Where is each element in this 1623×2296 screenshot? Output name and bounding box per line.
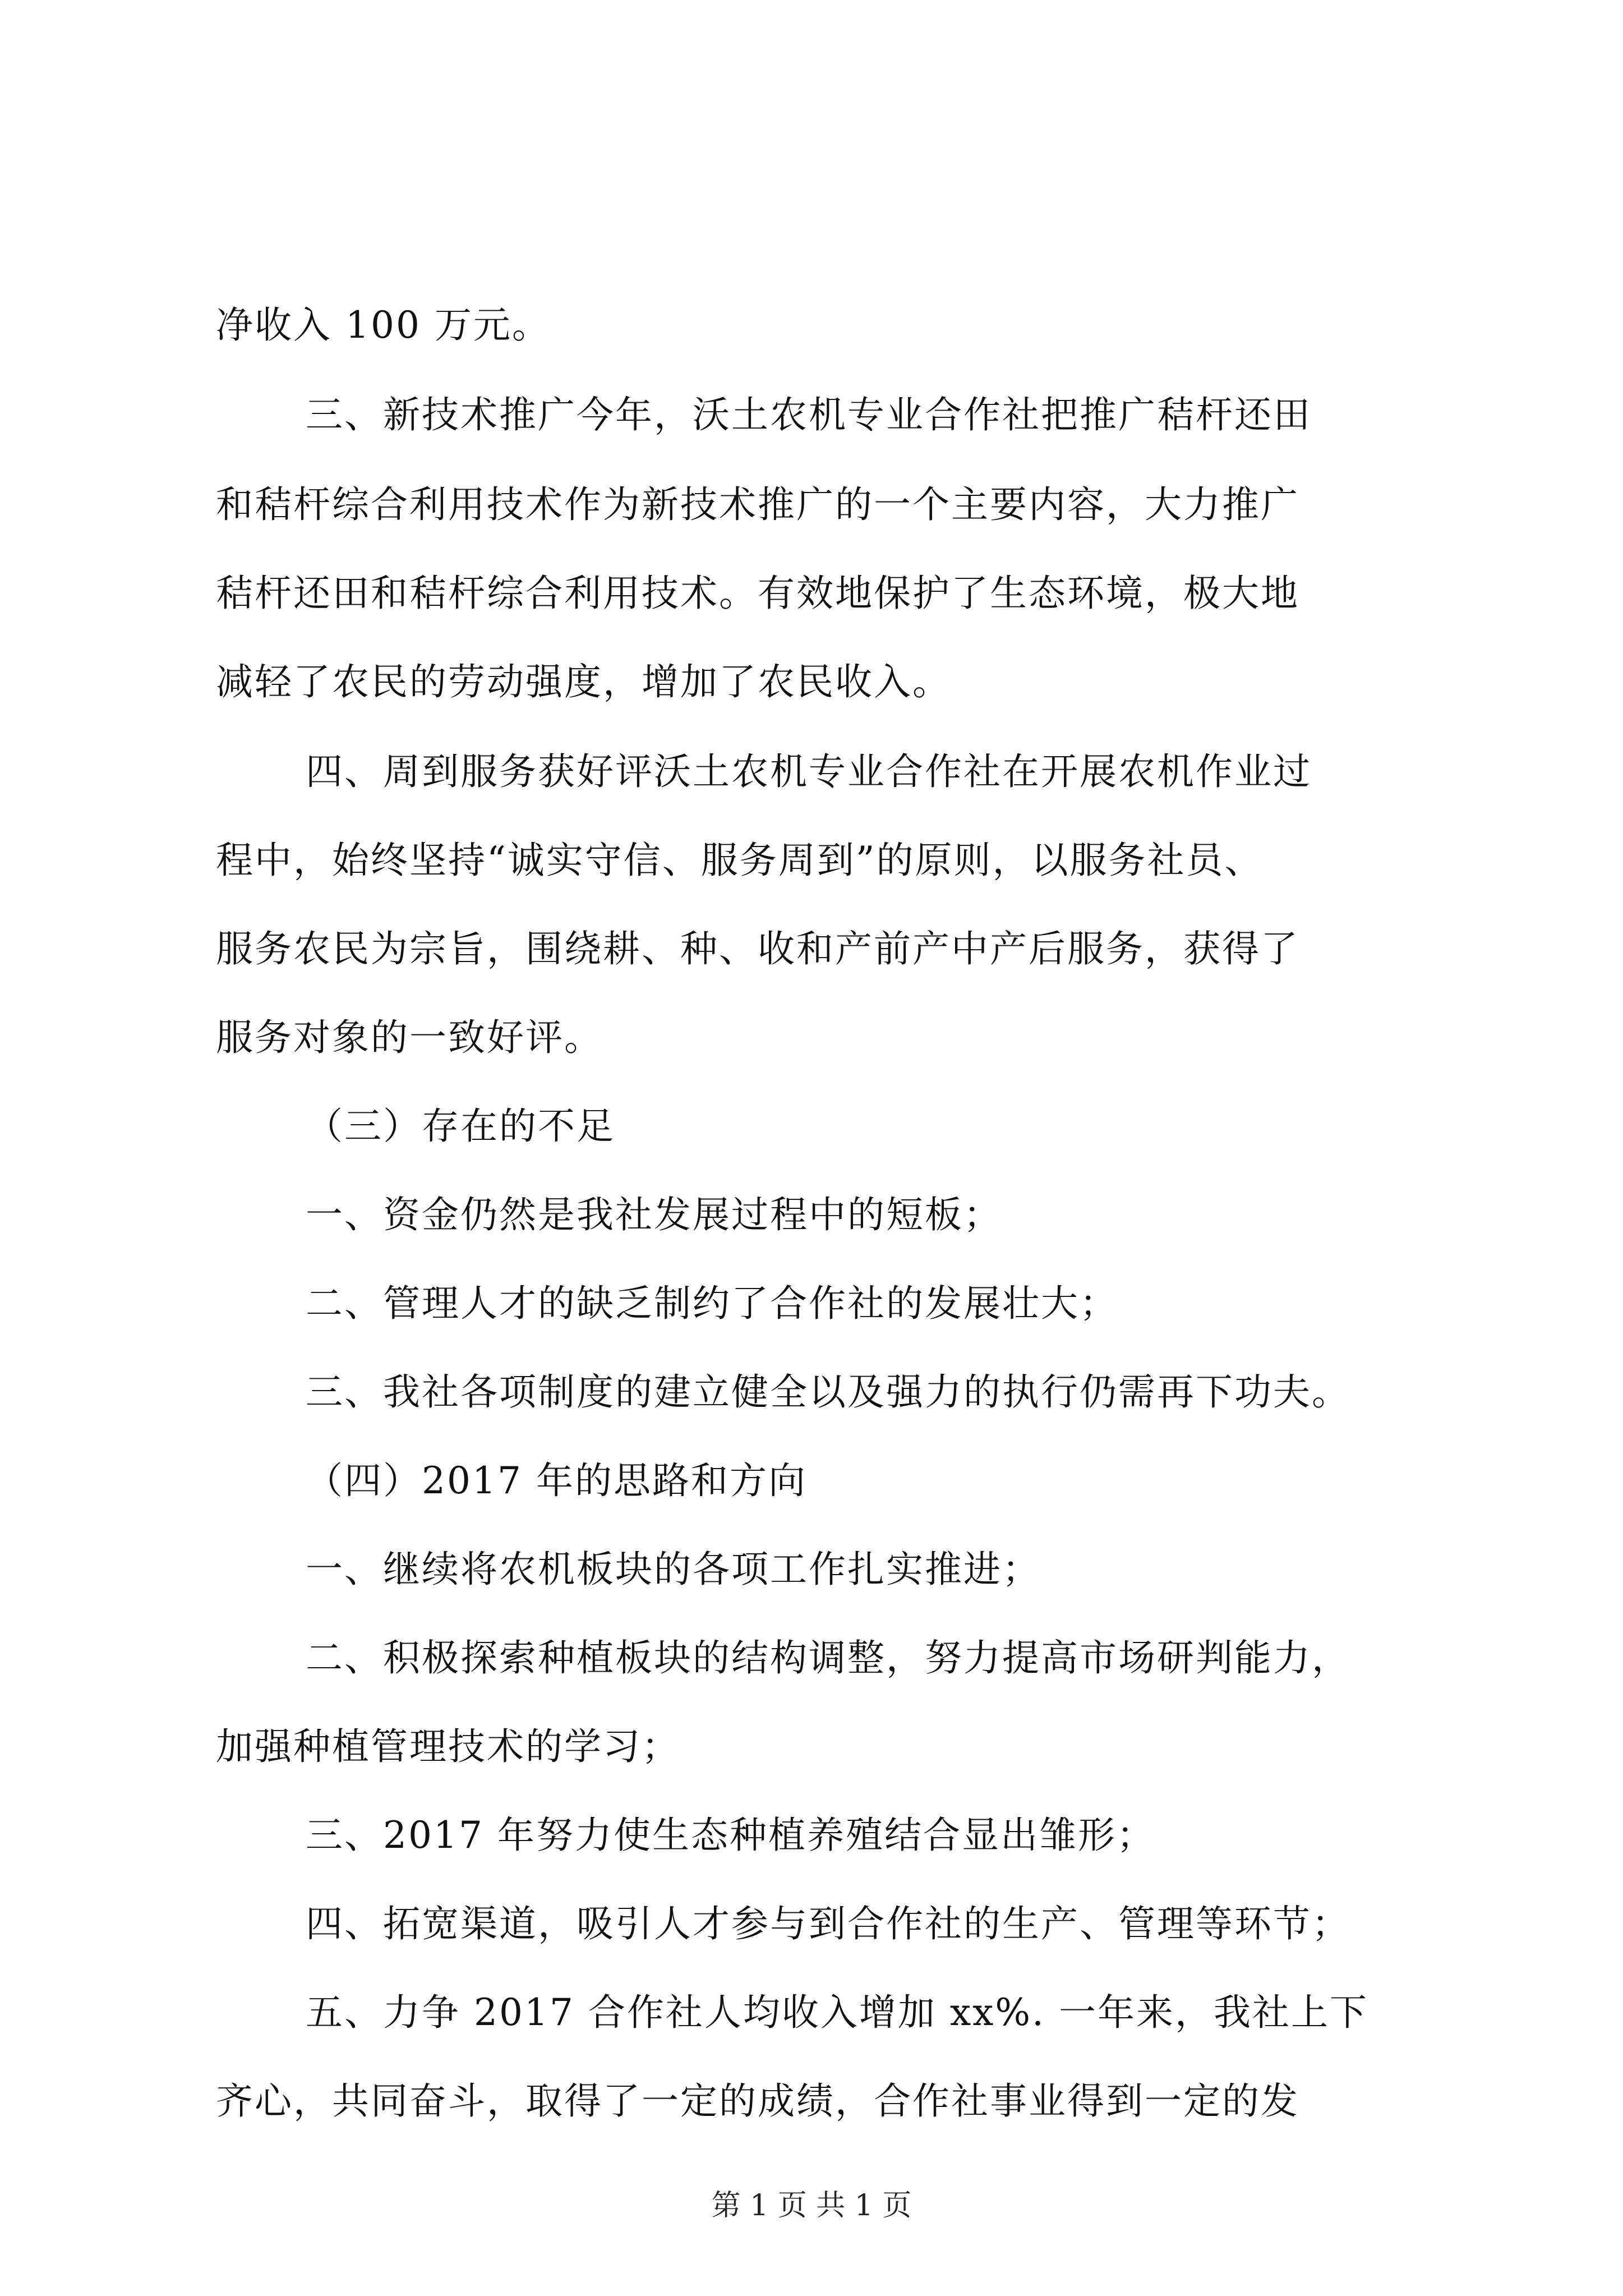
text-line-13: 三、我社各项制度的建立健全以及强力的执行仍需再下功夫。 <box>306 1370 1350 1414</box>
text-line-19: 四、拓宽渠道，吸引人才参与到合作社的生产、管理等环节； <box>306 1902 1350 1945</box>
text-line-1: 净收入 100 万元。 <box>216 303 551 347</box>
text-line-6: 四、周到服务获好评沃土农机专业合作社在开展农机作业过 <box>306 750 1312 793</box>
text-line-17: 加强种植管理技术的学习； <box>216 1725 680 1768</box>
text-line-18: 三、2017 年努力使生态种植养殖结合显出雏形； <box>306 1814 1155 1857</box>
text-line-5: 减轻了农民的劳动强度，增加了农民收入。 <box>216 660 951 703</box>
text-line-16: 二、积极探索种植板块的结构调整，努力提高市场研判能力， <box>306 1636 1350 1680</box>
text-line-12: 二、管理人才的缺乏制约了合作社的发展壮大； <box>306 1282 1118 1325</box>
text-line-7: 程中，始终坚持“诚实守信、服务周到”的原则，以服务社员、 <box>216 839 1264 882</box>
page-number-footer: 第 1 页 共 1 页 <box>711 2189 912 2223</box>
text-line-9: 服务对象的一致好评。 <box>216 1016 603 1059</box>
text-line-21: 齐心，共同奋斗，取得了一定的成绩，合作社事业得到一定的发 <box>216 2079 1299 2123</box>
text-line-4: 秸杆还田和秸杆综合利用技术。有效地保护了生态环境，极大地 <box>216 572 1299 615</box>
text-line-20: 五、力争 2017 合作社人均收入增加 xx%. 一年来，我社上下 <box>306 1991 1369 2034</box>
text-line-2: 三、新技术推广今年，沃土农机专业合作社把推广秸杆还田 <box>306 393 1312 436</box>
text-line-11: 一、资金仍然是我社发展过程中的短板； <box>306 1193 1002 1236</box>
text-line-3: 和秸杆综合利用技术作为新技术推广的一个主要内容，大力推广 <box>216 483 1299 526</box>
section-heading-3: （三）存在的不足 <box>306 1105 615 1148</box>
text-line-8: 服务农民为宗旨，围绕耕、种、收和产前产中产后服务，获得了 <box>216 927 1299 970</box>
section-heading-4: （四）2017 年的思路和方向 <box>306 1459 807 1502</box>
text-line-15: 一、继续将农机板块的各项工作扎实推进； <box>306 1548 1041 1591</box>
